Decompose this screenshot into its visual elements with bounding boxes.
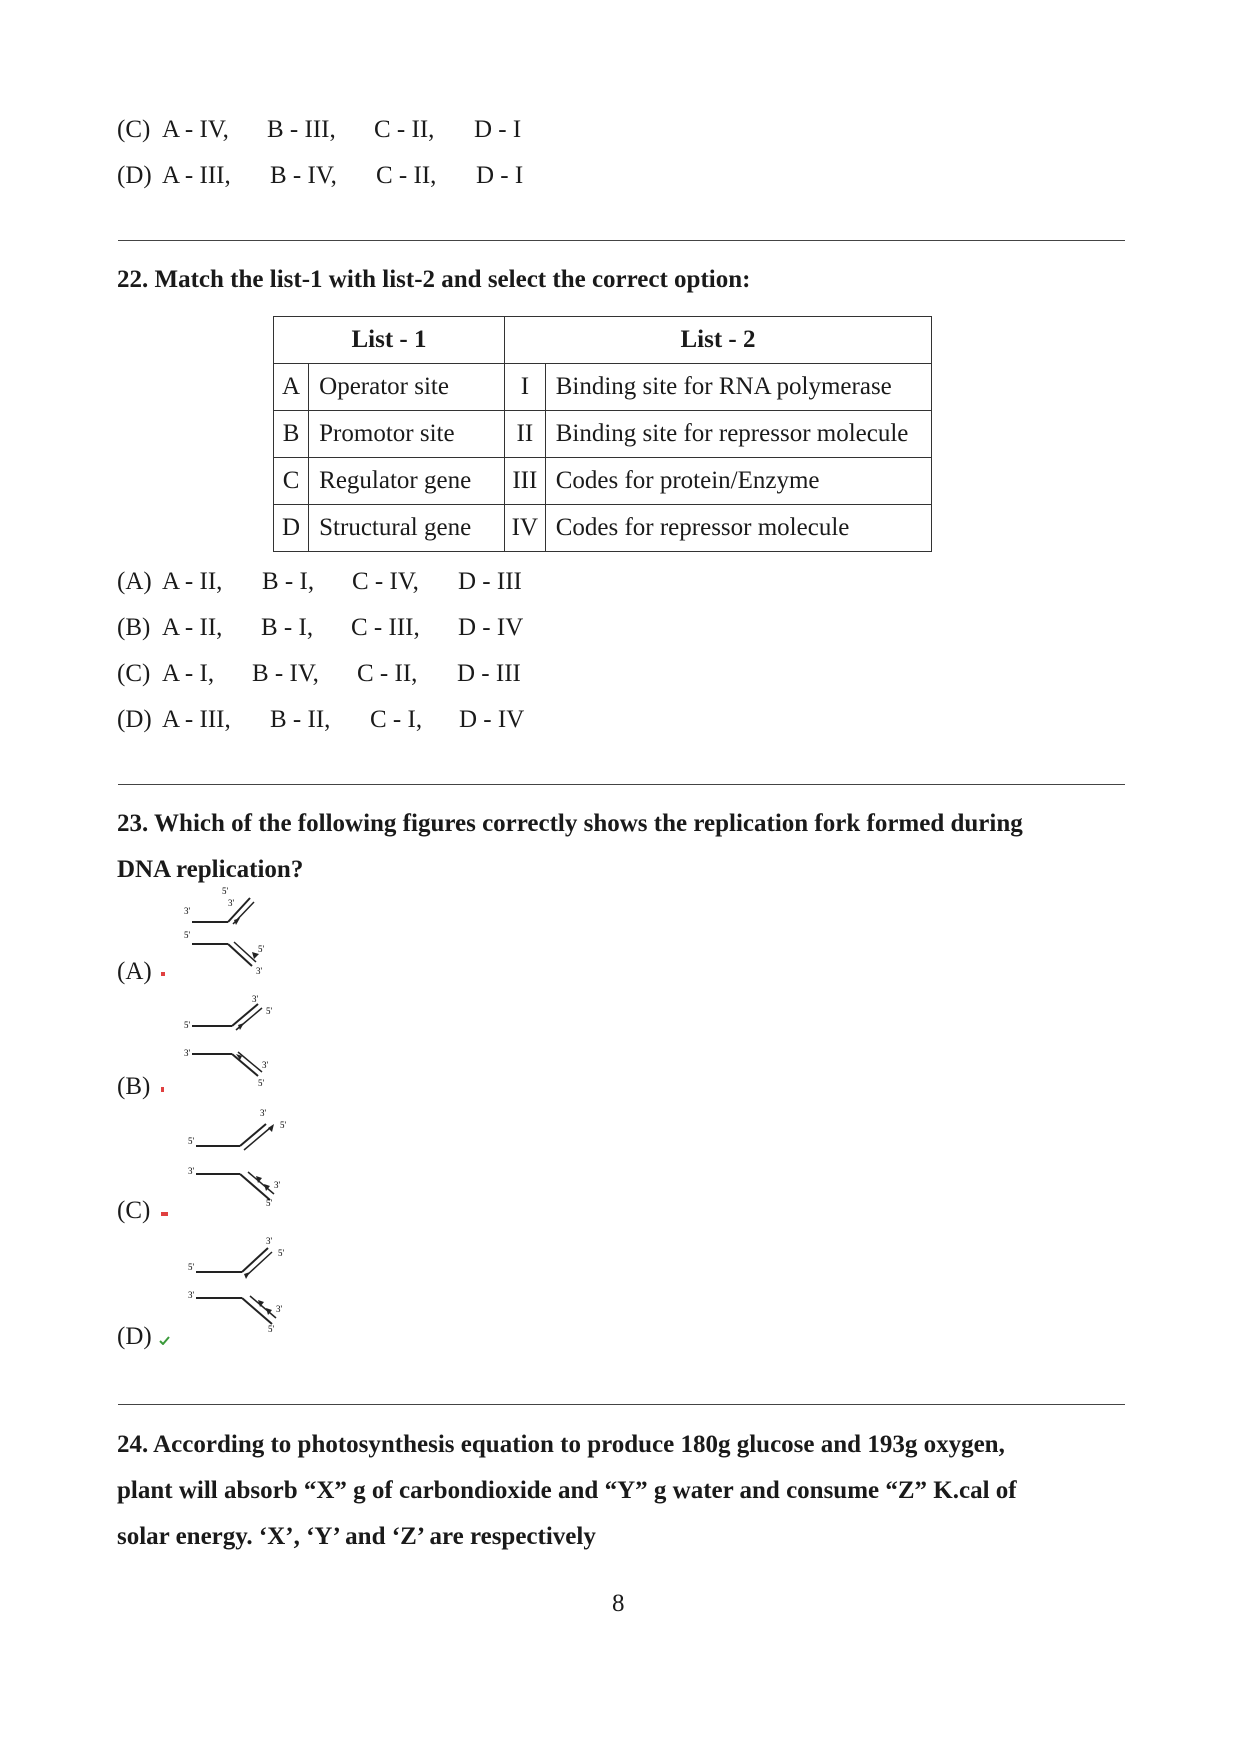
match-d: D - I bbox=[476, 162, 524, 189]
match-c: C - II, bbox=[357, 660, 418, 687]
strand-end-label: 3' bbox=[266, 1236, 273, 1246]
list1-key: B bbox=[274, 411, 309, 458]
page-number: 8 bbox=[612, 1590, 625, 1617]
option-label: (C) bbox=[117, 660, 151, 687]
strand-end-label: 5' bbox=[278, 1248, 285, 1258]
strand-end-label: 3' bbox=[276, 1304, 283, 1314]
replication-fork-figure-c bbox=[170, 1106, 310, 1206]
match-c: C - IV, bbox=[352, 568, 419, 595]
q21-option-c[interactable] bbox=[117, 116, 717, 146]
q23-title-line2: DNA replication? bbox=[117, 856, 304, 883]
match-c: C - III, bbox=[351, 614, 420, 641]
table-row bbox=[274, 411, 932, 458]
divider bbox=[118, 1404, 1125, 1405]
strand-end-label: 5' bbox=[280, 1120, 287, 1130]
wrong-mark-icon bbox=[160, 1085, 168, 1093]
option-label: (C) bbox=[117, 116, 151, 143]
strand-end-label: 3' bbox=[184, 906, 191, 916]
strand-end-label: 5' bbox=[188, 1262, 195, 1272]
list2-key: II bbox=[505, 411, 546, 458]
list2-header: List - 2 bbox=[505, 317, 932, 364]
table-header-row bbox=[274, 317, 932, 364]
list2-key: IV bbox=[505, 505, 546, 552]
q23-option-c[interactable] bbox=[117, 1197, 150, 1225]
q22-option-c[interactable] bbox=[117, 660, 717, 690]
list2-key: III bbox=[505, 458, 546, 505]
replication-fork-figure-d bbox=[170, 1236, 310, 1336]
match-a: A - II, bbox=[162, 568, 223, 595]
list2-value: Codes for protein/Enzyme bbox=[545, 458, 931, 505]
table-row bbox=[274, 364, 932, 411]
wrong-mark-icon bbox=[160, 1210, 170, 1218]
list2-key: I bbox=[505, 364, 546, 411]
list2-value: Codes for repressor molecule bbox=[545, 505, 931, 552]
strand-end-label: 5' bbox=[258, 1078, 265, 1088]
list1-header: List - 1 bbox=[274, 317, 505, 364]
q24-line3: solar energy. ‘X’, ‘Y’ and ‘Z’ are respectively bbox=[117, 1523, 596, 1550]
option-label: (B) bbox=[117, 614, 151, 641]
q23-title-line1: 23. Which of the following figures correctly shows the replication fork formed during bbox=[117, 810, 1023, 837]
wrong-mark-icon bbox=[160, 970, 168, 978]
q23-option-d[interactable] bbox=[117, 1323, 152, 1351]
match-b: B - III, bbox=[267, 116, 336, 143]
match-a: A - I, bbox=[162, 660, 215, 687]
match-a: A - IV, bbox=[162, 116, 229, 143]
match-b: B - I, bbox=[262, 568, 315, 595]
strand-end-label: 3' bbox=[260, 1108, 267, 1118]
list2-value: Binding site for repressor molecule bbox=[545, 411, 931, 458]
list1-key: D bbox=[274, 505, 309, 552]
match-c: C - II, bbox=[374, 116, 435, 143]
match-a: A - II, bbox=[162, 614, 223, 641]
option-label: (D) bbox=[117, 1323, 152, 1350]
strand-end-label: 3' bbox=[274, 1180, 281, 1190]
divider bbox=[118, 784, 1125, 785]
strand-end-label: 3' bbox=[262, 1060, 269, 1070]
match-b: B - I, bbox=[261, 614, 314, 641]
strand-end-label: 5' bbox=[258, 944, 265, 954]
replication-fork-figure-a bbox=[170, 882, 310, 982]
option-label: (D) bbox=[117, 162, 152, 189]
match-d: D - I bbox=[474, 116, 522, 143]
match-a: A - III, bbox=[162, 162, 231, 189]
strand-end-label: 3' bbox=[184, 1048, 191, 1058]
strand-end-label: 3' bbox=[188, 1166, 195, 1176]
strand-end-label: 3' bbox=[228, 898, 235, 908]
q23-option-a[interactable] bbox=[117, 958, 152, 986]
option-label: (B) bbox=[117, 1073, 151, 1100]
match-d: D - IV bbox=[458, 614, 524, 641]
match-b: B - II, bbox=[270, 706, 331, 733]
strand-end-label: 5' bbox=[268, 1324, 275, 1334]
divider bbox=[118, 240, 1125, 241]
q22-option-b[interactable] bbox=[117, 614, 717, 644]
option-label: (C) bbox=[117, 1197, 151, 1224]
table-row bbox=[274, 505, 932, 552]
table-row bbox=[274, 458, 932, 505]
list1-value: Regulator gene bbox=[309, 458, 505, 505]
match-d: D - IV bbox=[459, 706, 525, 733]
q22-title: 22. Match the list-1 with list-2 and select the correct option: bbox=[117, 266, 751, 293]
q21-option-d[interactable] bbox=[117, 162, 717, 192]
q23-option-b[interactable] bbox=[117, 1073, 150, 1101]
match-a: A - III, bbox=[162, 706, 231, 733]
strand-end-label: 5' bbox=[266, 1198, 273, 1206]
list1-value: Structural gene bbox=[309, 505, 505, 552]
strand-end-label: 3' bbox=[252, 994, 259, 1004]
list1-value: Promotor site bbox=[309, 411, 505, 458]
list1-key: C bbox=[274, 458, 309, 505]
list1-key: A bbox=[274, 364, 309, 411]
q22-option-a[interactable] bbox=[117, 568, 717, 598]
match-d: D - III bbox=[457, 660, 521, 687]
strand-end-label: 3' bbox=[256, 966, 263, 976]
q24-line2: plant will absorb “X” g of carbondioxide and “Y” g water and consume “Z” K.cal of bbox=[117, 1477, 1017, 1504]
q22-option-d[interactable] bbox=[117, 706, 717, 736]
match-b: B - IV, bbox=[252, 660, 319, 687]
strand-end-label: 5' bbox=[184, 930, 191, 940]
option-label: (D) bbox=[117, 706, 152, 733]
strand-end-label: 3' bbox=[188, 1290, 195, 1300]
strand-end-label: 5' bbox=[266, 1006, 273, 1016]
q24-line1: 24. According to photosynthesis equation to produce 180g glucose and 193g oxygen, bbox=[117, 1431, 1005, 1458]
option-label: (A) bbox=[117, 958, 152, 985]
strand-end-label: 5' bbox=[188, 1136, 195, 1146]
match-c: C - I, bbox=[370, 706, 423, 733]
strand-end-label: 5' bbox=[222, 886, 229, 896]
list2-value: Binding site for RNA polymerase bbox=[545, 364, 931, 411]
match-d: D - III bbox=[458, 568, 522, 595]
replication-fork-figure-b bbox=[170, 994, 310, 1094]
option-label: (A) bbox=[117, 568, 152, 595]
match-c: C - II, bbox=[376, 162, 437, 189]
match-b: B - IV, bbox=[270, 162, 337, 189]
q22-match-table bbox=[273, 316, 932, 552]
list1-value: Operator site bbox=[309, 364, 505, 411]
strand-end-label: 5' bbox=[184, 1020, 191, 1030]
correct-check-icon bbox=[159, 1335, 171, 1345]
